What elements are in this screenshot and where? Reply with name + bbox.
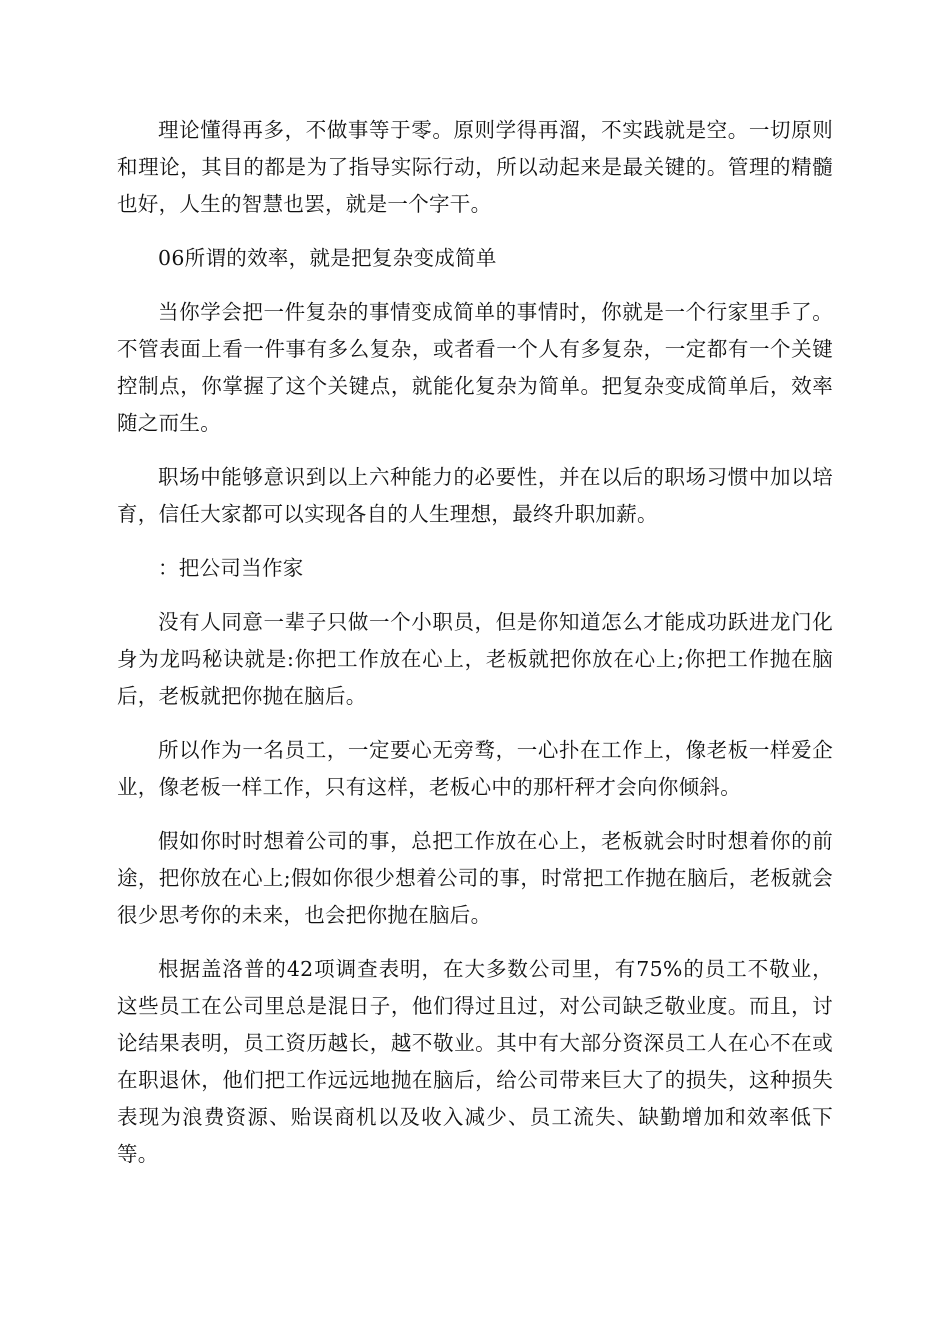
paragraph-2: 当你学会把一件复杂的事情变成简单的事情时，你就是一个行家里手了。不管表面上看一件事有多么复杂，或者看一个人有多复杂，一定都有一个关键控制点，你掌握了这个关键点，就能化复杂为简单。把复杂变成简单后，效率随之而生。 (117, 300, 833, 435)
paragraph-7: 根据盖洛普的42项调查表明，在大多数公司里，有75%的员工不敬业，这些员工在公司里总是混日子，他们得过且过，对公司缺乏敬业度。而且，讨论结果表明，员工资历越长，越不敬业。其中有大部分资深员工人在心不在或在职退休，他们把工作远远地抛在脑后，给公司带来巨大了的损失，这种损失表现为浪费资源、贻误商机以及收入减少、员工流失、缺勤增加和效率低下等。 (117, 957, 833, 1166)
paragraph-6: 假如你时时想着公司的事，总把工作放在心上，老板就会时时想着你的前途，把你放在心上;假如你很少想着公司的事，时常把工作抛在脑后，老板就会很少思考你的未来，也会把你抛在脑后。 (117, 829, 833, 927)
paragraph-3: 职场中能够意识到以上六种能力的必要性，并在以后的职场习惯中加以培育，信任大家都可以实现各自的人生理想，最终升职加薪。 (117, 465, 833, 526)
section-heading: 06所谓的效率，就是把复杂变成简单 (158, 246, 497, 270)
paragraph-4: 没有人同意一辈子只做一个小职员，但是你知道怎么才能成功跃进龙门化身为龙吗秘诀就是:你把工作放在心上，老板就把你放在心上;你把工作抛在脑后，老板就把你抛在脑后。 (117, 610, 833, 708)
section-heading: ：把公司当作家 (158, 556, 304, 580)
document-body (117, 112, 833, 1190)
paragraph-5: 所以作为一名员工，一定要心无旁骛，一心扑在工作上，像老板一样爱企业，像老板一样工作，只有这样，老板心中的那杆秤才会向你倾斜。 (117, 738, 833, 799)
paragraph-1: 理论懂得再多，不做事等于零。原则学得再溜，不实践就是空。一切原则和理论，其目的都是为了指导实际行动，所以动起来是最关键的。管理的精髓也好，人生的智慧也罢，就是一个字干。 (117, 118, 833, 216)
